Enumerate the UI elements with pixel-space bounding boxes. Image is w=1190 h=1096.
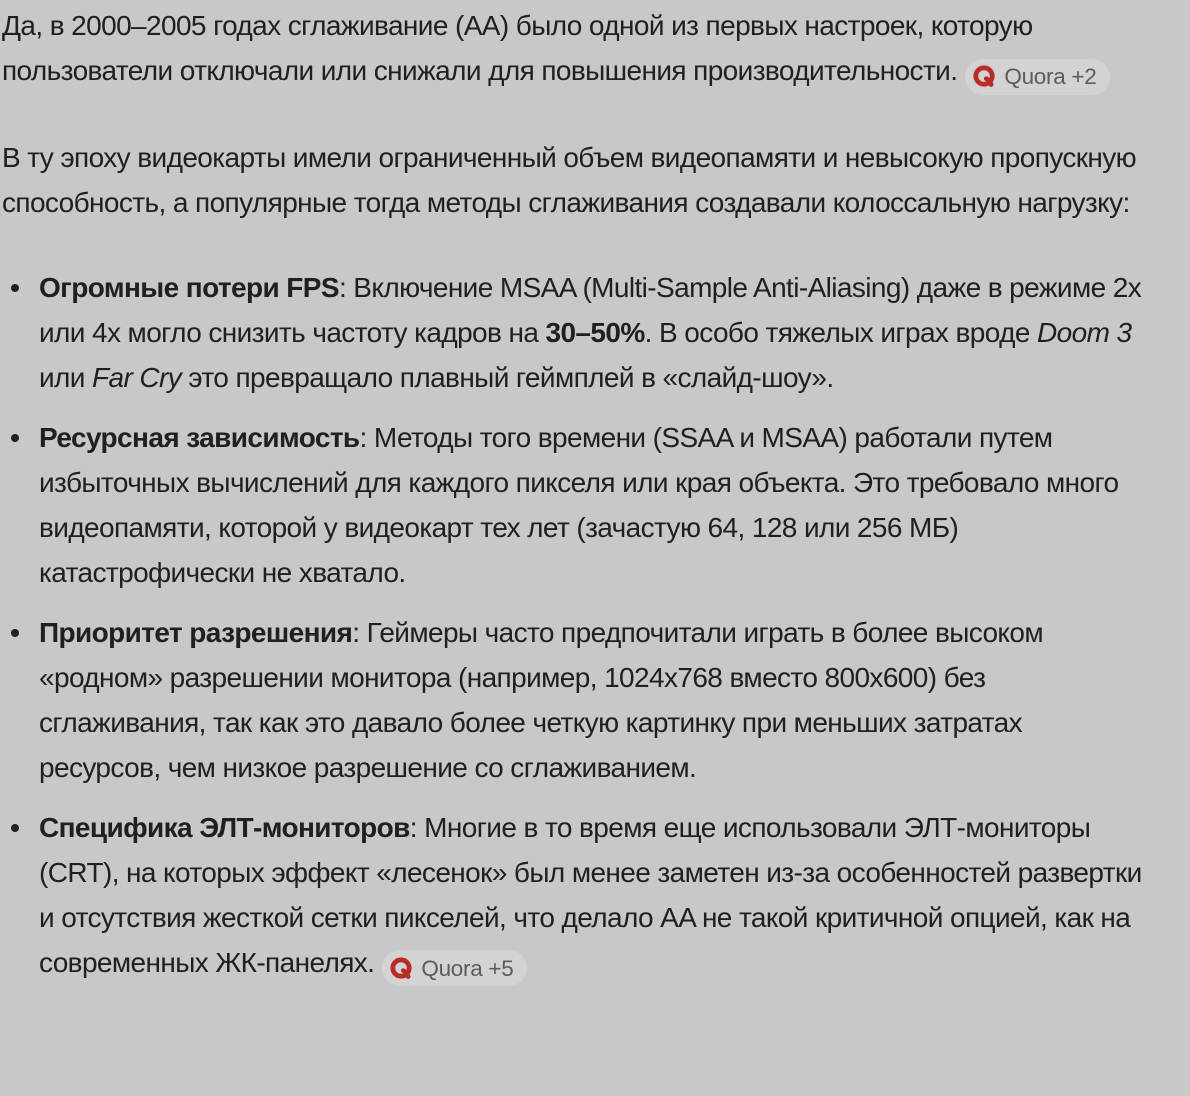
text-run: . В особо тяжелых играх вроде xyxy=(644,316,1037,348)
bullet-list xyxy=(2,265,1142,987)
italic-text: Doom 3 xyxy=(1037,316,1132,348)
paragraph xyxy=(2,3,1142,95)
italic-text: Far Cry xyxy=(92,361,182,393)
bullet-marker xyxy=(11,434,19,442)
list-item xyxy=(39,265,1142,400)
text-run: : Многие в то время еще использовали ЭЛТ-мониторы (CRT), на которых эффект «лесенок» был менее заметен из-за особенностей развертки и отсутствия жесткой сетки пикселей, что делало AA не такой критичной опцией, как на современных ЖК-панелях. xyxy=(39,811,1142,978)
citation-label: Quora +2 xyxy=(1004,64,1097,89)
bullet-marker xyxy=(11,824,19,832)
bold-text: Специфика ЭЛТ-мониторов xyxy=(39,811,410,843)
quora-icon xyxy=(389,956,414,981)
text-run: : Геймеры часто предпочитали играть в более высоком «родном» разрешении монитора (например, 1024x768 вместо 800x600) без сглаживания, так как это давало более четкую картинку при меньших затратах ресурсов, чем низкое разрешение со сглаживанием. xyxy=(39,616,1044,783)
bullet-marker xyxy=(11,629,19,637)
text-run: или xyxy=(39,361,92,393)
bold-text: Ресурсная зависимость xyxy=(39,421,360,453)
text-run: Да, в 2000–2005 годах сглаживание (AA) было одной из первых настроек, которую пользователи отключали или снижали для повышения производительности. xyxy=(2,10,1033,86)
bold-text: Приоритет разрешения xyxy=(39,616,353,648)
citation-badge[interactable] xyxy=(965,59,1110,95)
quora-icon xyxy=(972,64,997,89)
text-run: В ту эпоху видеокарты имели ограниченный объем видеопамяти и невысокую пропускную способность, а популярные тогда методы сглаживания создавали колоссальную нагрузку: xyxy=(2,141,1137,218)
bold-text: Огромные потери FPS xyxy=(39,271,339,303)
bold-text: 30–50% xyxy=(545,316,645,348)
paragraph xyxy=(2,135,1142,225)
list-item xyxy=(39,415,1142,595)
text-run: : Включение MSAA (Multi-Sample Anti-Aliasing) даже в режиме 2x или 4x могло снизить частоту кадров на xyxy=(39,271,1142,348)
bullet-marker xyxy=(11,284,19,292)
text-run: : Методы того времени (SSAA и MSAA) работали путем избыточных вычислений для каждого пикселя или края объекта. Это требовало много видеопамяти, которой у видеокарт тех лет (зачастую 64, 128 или 256 МБ) катастрофически не хватало. xyxy=(39,421,1119,588)
list-item xyxy=(39,805,1142,987)
text-run: это превращало плавный геймплей в «слайд-шоу». xyxy=(181,361,834,393)
citation-label: Quora +5 xyxy=(421,955,514,981)
citation-badge[interactable] xyxy=(382,950,527,986)
list-item xyxy=(39,610,1142,790)
